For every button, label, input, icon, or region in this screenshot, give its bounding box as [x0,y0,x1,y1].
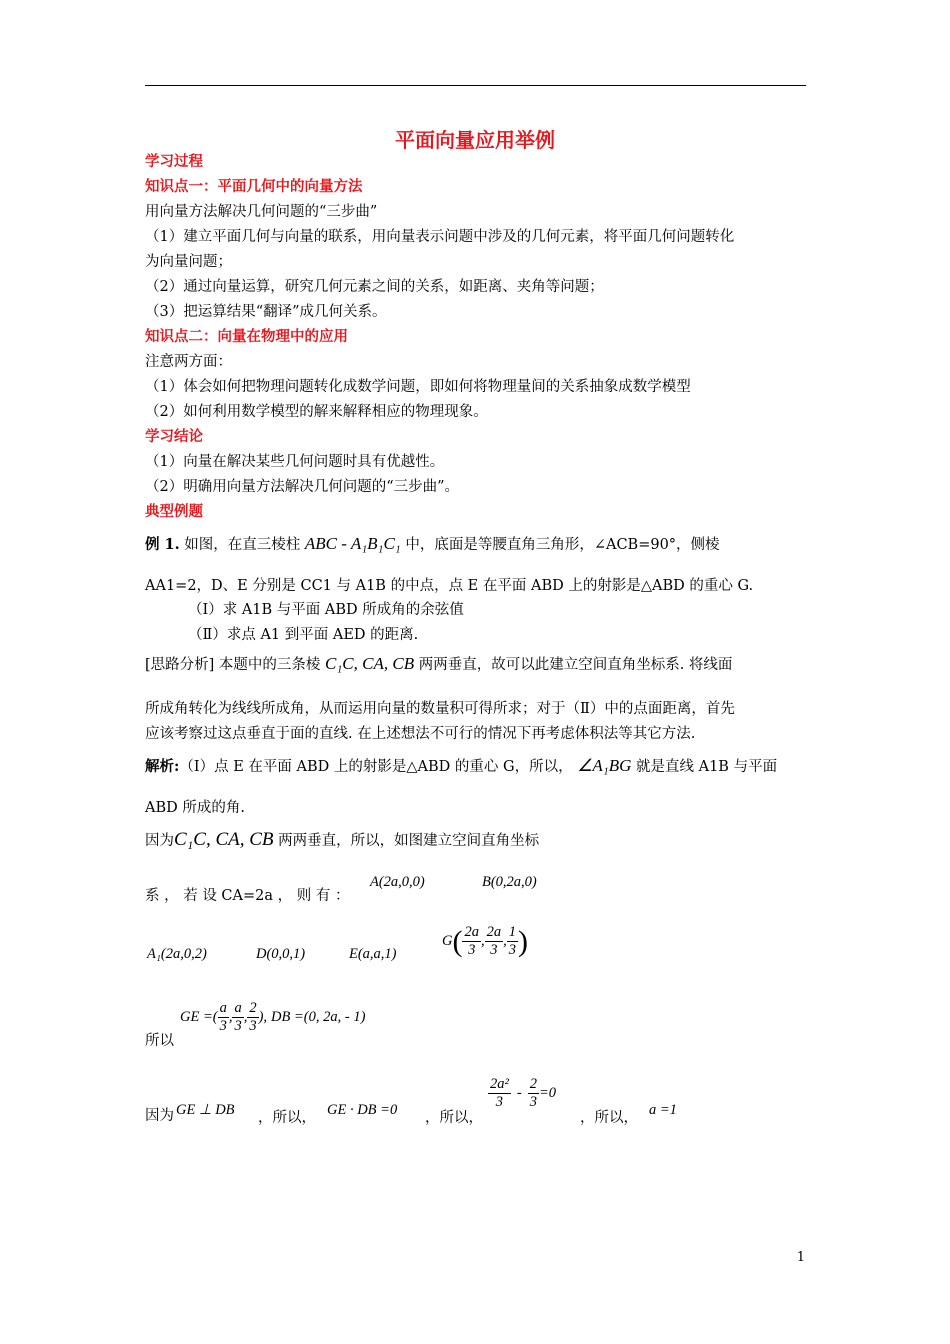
angle-formula: ∠A₁BG [577,756,632,775]
analysis-line-2: 所成角转化为线线所成角，从而运用向量的数量积可得所求；对于（Ⅱ）中的点面距离，首先 [145,701,735,717]
k2-point2: （2）如何利用数学模型的解来解释相应的物理现象。 [145,404,488,420]
vector-GE: GE =( $\frac{a}{3}$ , $\frac{a}{3}$ , $\frac{2}{3}$ ), DB =(0, 2a, - 1) [180,1000,366,1034]
k1-intro: 用向量方法解决几何问题的“三步曲” [145,204,378,220]
solution-line-1: 解析:（Ⅰ）点 E 在平面 ABD 上的射影是△ABD 的重心 G，所以， ∠A₁BG 就是直线 A1B 与平面 [145,756,778,775]
point-B: B(0,2a,0) [482,874,537,890]
k2-intro: 注意两方面： [145,354,232,370]
knowledge-point-2-heading: 知识点二：向量在物理中的应用 [145,329,348,345]
edges-formula: C₁C, CA, CB [325,654,415,673]
k1-step2: （2）通过向量运算，研究几何元素之间的关系，如距离、夹角等问题； [145,279,604,295]
so-label: 所以 [145,1033,174,1049]
conclusion-1: （1）向量在解决某些几何问题时具有优越性。 [145,454,445,470]
solution-line-final: 因为 [145,1108,174,1124]
vector-DB: DB =(0, 2a, - 1) [271,1009,366,1025]
conclusion-2: （2）明确用向量方法解决几何问题的“三步曲”。 [145,479,460,495]
example-1-line-1: 例 1. 如图，在直三棱柱 ABC - A₁B₁C₁ 中，底面是等腰直角三角形，∠ACB=90°，侧棱 [145,534,720,553]
k1-step1b: 为向量问题； [145,254,232,270]
question-2: （Ⅱ）求点 A1 到平面 AED 的距离. [188,627,419,643]
section-heading-examples: 典型例题 [145,504,203,520]
analysis-line-1: [思路分析] 本题中的三条棱 C₁C, CA, CB 两两垂直，故可以此建立空间直角坐标系. 将线面 [145,654,733,673]
point-E: E(a,a,1) [349,946,397,962]
point-A1: A₁(2a,0,2) [147,946,207,962]
section-heading-conclusion: 学习结论 [145,429,203,445]
question-1: （Ⅰ）求 A1B 与平面 ABD 所成角的余弦值 [188,602,464,618]
equation: $\frac{\text{2a²}}{3}$ - $\frac{2}{3}$ =0 [490,1076,556,1110]
solution-line-3: 因为C₁C, CA, CB 两两垂直，所以，如图建立空间直角坐标 [145,829,540,850]
edges-formula-2: C₁C, CA, CB [174,829,274,850]
result-formula: a =1 [649,1102,677,1118]
solution-line-2: ABD 所成的角. [145,800,245,816]
prism-formula: ABC - A₁B₁C₁ [304,534,401,553]
page-number: 1 [796,1250,805,1265]
solution-label: 解析: [145,758,180,775]
perp-formula: GE ⊥ DB [176,1102,235,1118]
point-D: D(0,0,1) [256,946,306,962]
dot-product-formula: GE · DB =0 [327,1102,398,1118]
analysis-line-3: 应该考察过这点垂直于面的直线. 在上述想法不可行的情况下再考虑体积法等其它方法. [145,726,696,742]
page-title: 平面向量应用举例 [395,128,555,152]
k1-step1a: （1）建立平面几何与向量的联系，用向量表示问题中涉及的几何元素，将平面几何问题转化 [145,229,735,245]
k1-step3: （3）把运算结果“翻译”成几何关系。 [145,304,387,320]
section-heading-process: 学习过程 [145,154,203,170]
example-1-line-2: AA1=2，D、E 分别是 CC1 与 A1B 的中点，点 E 在平面 ABD 上的射影是△ABD 的重心 G. [145,578,754,594]
example-label: 例 1. [145,536,180,553]
point-A: A(2a,0,0) [370,874,425,890]
k2-point1: （1）体会如何把物理问题转化成数学问题，即如何将物理量间的关系抽象成数学模型 [145,379,691,395]
knowledge-point-1-heading: 知识点一：平面几何中的向量方法 [145,179,363,195]
header-rule [145,85,806,86]
point-G: G ( $\frac{2a}{3}$ , $\frac{2a}{3}$ , $\frac{1}{3}$ ) [442,924,528,958]
solution-line-4: 系 ， 若 设 CA=2a ， 则 有 ： [145,888,350,904]
